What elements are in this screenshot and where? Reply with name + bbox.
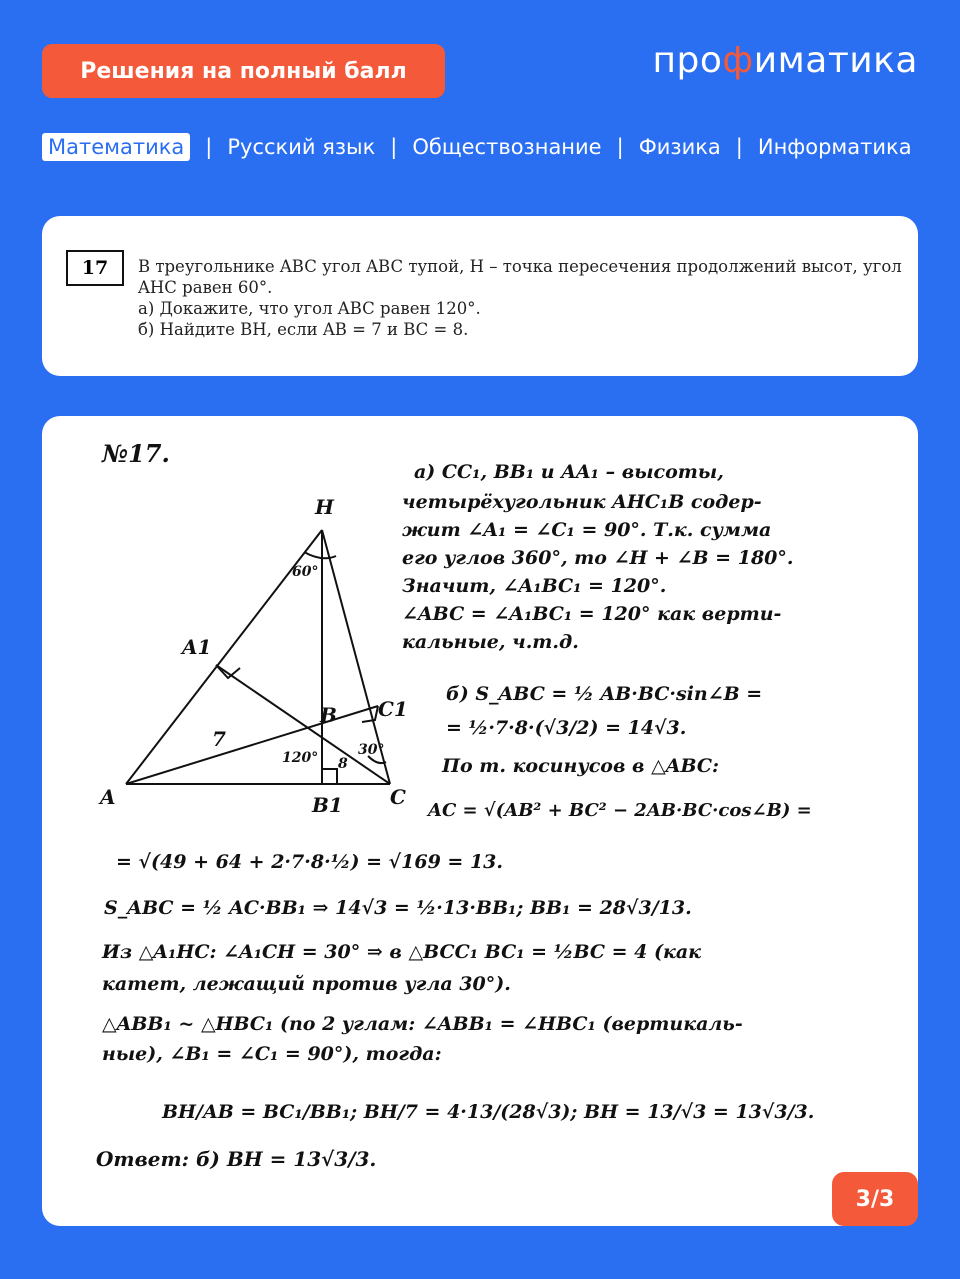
- part-b-line: AC = √(AB² + BC² − 2AB·BC·cos∠B) =: [428, 800, 812, 821]
- arc-h: [304, 552, 336, 558]
- subject-tab-russian[interactable]: Русский язык: [227, 135, 376, 159]
- label-a: A: [100, 785, 116, 809]
- task-line-3: б) Найдите BH, если AB = 7 и BC = 8.: [138, 320, 469, 339]
- task-line-2: а) Докажите, что угол ABC равен 120°.: [138, 299, 481, 318]
- part-b-line: б) S_ABC = ½ AB·BC·sin∠B =: [446, 683, 763, 705]
- part-a-line: четырёхугольник AHC₁B содер-: [402, 491, 762, 513]
- triangle-diagram: [126, 530, 390, 784]
- subject-tab-social[interactable]: Обществознание: [412, 135, 602, 159]
- answer-line: Ответ: б) BH = 13√3/3.: [96, 1147, 377, 1171]
- label-a1: A1: [182, 635, 212, 659]
- right-angle-b1: [322, 769, 337, 784]
- page-indicator: 3/3: [832, 1172, 918, 1226]
- part-b-line: ные), ∠B₁ = ∠C₁ = 90°), тогда:: [102, 1043, 442, 1065]
- label-angle-h: 60°: [292, 564, 319, 580]
- part-b-line: △ABB₁ ~ △HBC₁ (по 2 углам: ∠ABB₁ = ∠HBC₁ (вертикаль-: [102, 1013, 743, 1035]
- part-b-line: BH/AB = BC₁/BB₁; BH/7 = 4·13/(28√3); BH = 13/√3 = 13√3/3.: [162, 1101, 815, 1123]
- part-b-line: = ½·7·8·(√3/2) = 14√3.: [446, 717, 687, 739]
- part-b-line: По т. косинусов в △ABC:: [442, 755, 720, 777]
- task-number: 17: [66, 250, 124, 286]
- separator: |: [735, 135, 743, 159]
- label-b: B: [320, 703, 337, 727]
- part-b-line: = √(49 + 64 + 2·7·8·½) = √169 = 13.: [116, 851, 504, 873]
- label-b1: B1: [312, 793, 343, 817]
- separator: |: [616, 135, 624, 159]
- part-a-line: Значит, ∠A₁BC₁ = 120°.: [402, 575, 667, 597]
- logo-part-2: иматика: [753, 40, 918, 81]
- part-b-text: [96, 683, 814, 1171]
- task-text: [138, 256, 908, 340]
- label-angle-c: 30°: [358, 742, 385, 758]
- part-a-text: [402, 461, 794, 653]
- separator: |: [205, 135, 213, 159]
- subject-nav: [42, 130, 920, 164]
- part-a-line: а) CC₁, BB₁ и AA₁ – высоты,: [414, 461, 724, 483]
- part-b-line: Из △A₁HC: ∠A₁CH = 30° ⇒ в △BCC₁ BC₁ = ½BC = 4 (как: [102, 941, 702, 963]
- task-card: [42, 216, 918, 376]
- task-line-1: В треугольнике ABC угол ABC тупой, H – точка пересечения продолжений высот, угол AHC равен 60°.: [138, 257, 902, 297]
- header-badge: Решения на полный балл: [42, 44, 445, 98]
- part-b-line: катет, лежащий против угла 30°).: [102, 973, 511, 995]
- part-a-line: ∠ABC = ∠A₁BC₁ = 120° как верти-: [402, 603, 782, 625]
- part-a-line: жит ∠A₁ = ∠C₁ = 90°. Т.к. сумма: [402, 519, 772, 541]
- label-c1: C1: [378, 697, 408, 721]
- solution-title: №17.: [102, 439, 170, 468]
- logo-part-1: про: [652, 40, 723, 81]
- part-a-line: кальные, ч.т.д.: [402, 631, 579, 653]
- label-h: H: [315, 495, 334, 519]
- solution-card: [42, 416, 918, 1226]
- label-ab: 7: [212, 727, 226, 751]
- separator: |: [390, 135, 398, 159]
- subject-tab-math[interactable]: Математика: [42, 133, 190, 161]
- label-bc: 8: [338, 756, 348, 772]
- solution-svg: [42, 416, 918, 1226]
- part-a-line: его углов 360°, то ∠H + ∠B = 180°.: [402, 547, 794, 569]
- brand-logo: [653, 40, 919, 81]
- subject-tab-physics[interactable]: Физика: [638, 135, 721, 159]
- line-ac1: [126, 706, 378, 784]
- part-b-line: S_ABC = ½ AC·BB₁ ⇒ 14√3 = ½·13·BB₁; BB₁ = 28√3/13.: [104, 897, 692, 919]
- subject-tab-informatics[interactable]: Информатика: [757, 135, 912, 159]
- label-c: C: [390, 785, 406, 809]
- label-angle-b: 120°: [282, 750, 319, 766]
- logo-phi: ф: [722, 40, 754, 81]
